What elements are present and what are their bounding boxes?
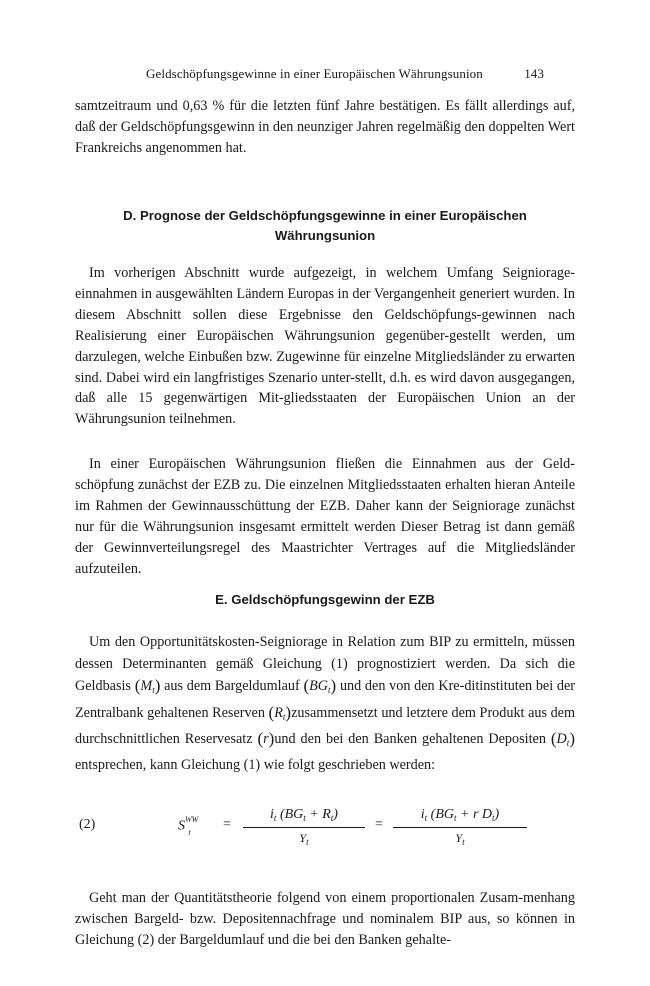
- symbol-monetary-base: $(M_t)$: [134, 676, 161, 696]
- section-d-paragraph-2: [75, 454, 575, 579]
- equals-sign-1: =: [223, 817, 231, 832]
- section-e-paragraph: [75, 632, 575, 777]
- symbol-reserve-ratio: (r): [257, 729, 275, 749]
- section-d-heading: [75, 206, 575, 246]
- equation-lhs: $S^{WW}_t$: [178, 815, 199, 837]
- fraction-2: [393, 804, 527, 850]
- fraction-2-denominator: $Y_t$: [455, 831, 465, 847]
- fraction-2-numerator: $i_t$ ($BG_t + r$ $D_t$): [420, 807, 500, 823]
- fraction-2-bar: [393, 827, 527, 828]
- section-e-heading: E. Geldschöpfungsgewinn der EZB: [215, 592, 435, 607]
- section-d-paragraph-1: [75, 263, 575, 430]
- symbol-currency: $(BG_t)$: [303, 676, 337, 696]
- section-e-text-3: und den von den Kre-ditinstituten bei der Zentralbank gehaltenen Reserven: [75, 678, 575, 721]
- section-d-heading-line2: Währungsunion: [274, 228, 376, 243]
- page-number: 143: [524, 66, 544, 81]
- section-e-text-6: entsprechen, kann Gleichung (1) wie folgt geschrieben werden:: [75, 756, 436, 773]
- section-e-text-1: Um den Opportunitätskosten-Seigniorage in Relation zum BIP zu ermitteln, müssen dessen Determinanten gemäß Gleichung (1) prognostiziert werden. Da sich die Geldbasis: [75, 634, 575, 695]
- equation-number: (2): [79, 817, 96, 832]
- section-e-text-5: und den bei den Banken gehaltenen Depositen: [274, 731, 546, 748]
- section-d-paragraph-1-text: Im vorherigen Abschnitt wurde aufgezeigt, in welchem Umfang Seigniorage-einnahmen in ausgewählten Ländern Europas in der Vergangenheit generiert wurden. In diesem Abschnitt sollen diese Ergebnisse den Geldschöpfungs-gewinnen nach Realisierung einer Europäischen Währungsunion gegenüber-gestellt werden, um darzulegen, welche Einbußen bzw. Zugewinne für einzelne Mitgliedsländer zu erwarten sind. Dabei wird ein langfristiges Szenario unter-stellt, d.h. es wird davon ausgegangen, daß alle 15 gegenwärtigen Mit-gliedsstaaten der Europäischen Union an der Währungsunion teilnehmen.: [75, 265, 575, 428]
- equation-2: [75, 804, 575, 850]
- symbol-reserves: $(R_t)$: [268, 702, 292, 722]
- fraction-1-numerator: $i_t$ $(BG_t + R_t)$: [270, 807, 338, 823]
- paragraph-quantity-theory: [75, 888, 575, 951]
- section-d-paragraph-2-text: In einer Europäischen Währungsunion fließen die Einnahmen aus der Geld-schöpfung zunächst der EZB zu. Die einzelnen Mitgliedsstaaten erhalten hieran Anteile im Rahmen der Gewinnausschüttung der EZB. Daher kann der Seigniorage zunächst nur für die Währungsunion insgesamt ermittelt werden Dieser Betrag ist dann gemäß der Gewinnverteilungsregel des Maastrichter Vertrages auf die Mitgliedsländer aufzuteilen.: [75, 456, 575, 577]
- fraction-1: [243, 804, 365, 850]
- section-e-text-2: aus dem Bargeldumlauf: [164, 678, 300, 695]
- equals-sign-2: =: [375, 817, 383, 832]
- section-d-heading-line1: D. Prognose der Geldschöpfungsgewinne in einer Europäischen: [123, 208, 527, 223]
- fraction-1-bar: [243, 827, 365, 828]
- symbol-deposits: $(D_t)$: [550, 729, 575, 749]
- fraction-1-denominator: $Y_t$: [299, 831, 309, 847]
- section-e-text-4: zusammensetzt und letztere dem Produkt aus dem durchschnittlichen Reservesatz: [75, 704, 575, 748]
- paragraph-continuation: samtzeitraum und 0,63 % für die letzten fünf Jahre bestätigen. Es fällt allerdings auf, daß der Geldschöpfungsgewinn in den neunziger Jahren regelmäßig den doppelten Wert Frankreichs angenommen hat.: [75, 98, 575, 156]
- paragraph-quantity-theory-text: Geht man der Quantitätstheorie folgend von einem proportionalen Zusam-menhang zwischen Bargeld- bzw. Depositennachfrage und nominalem BIP aus, so können in Gleichung (2) der Bargeldumlauf und die bei den Banken gehalte-: [75, 890, 575, 948]
- running-head-title: Geldschöpfungsgewinne in einer Europäischen Währungsunion: [146, 66, 483, 81]
